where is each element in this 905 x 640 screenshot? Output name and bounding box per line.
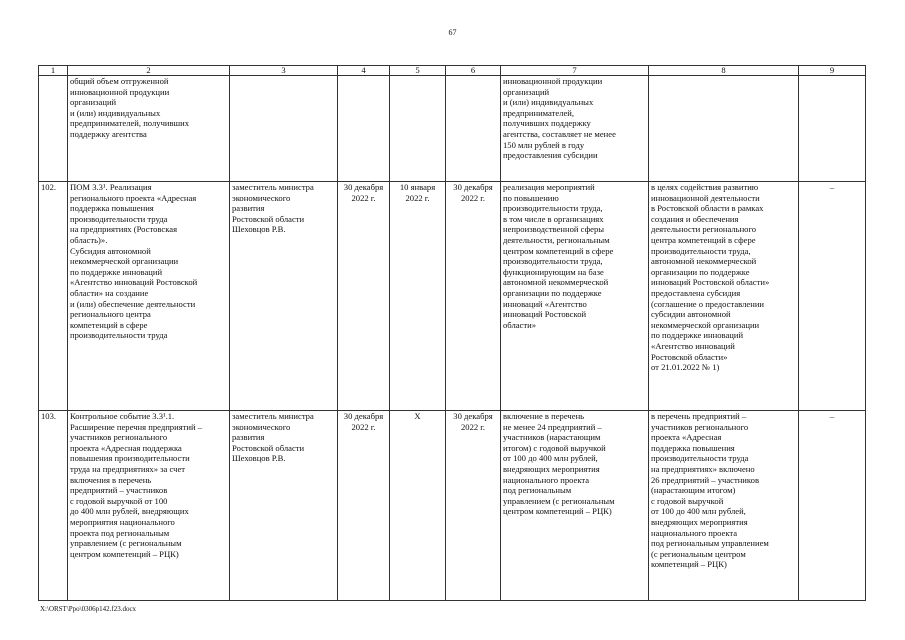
end-date-cell: 30 декабря 2022 г. <box>446 182 501 411</box>
note-cell: – <box>799 411 866 601</box>
end-date-cell <box>446 76 501 182</box>
row-number: 103. <box>39 411 68 601</box>
header-row <box>39 66 866 76</box>
row-number: 102. <box>39 182 68 411</box>
table-row <box>39 411 866 601</box>
measure-cell: общий объем отгруженной инновационной продукции организаций и (или) индивидуальных предпринимателей, получивших поддержку агентства <box>68 76 230 182</box>
column-header: 8 <box>649 66 799 76</box>
column-header: 9 <box>799 66 866 76</box>
expected-result-cell: реализация мероприятий по повышению производительности труда, в том числе в организациях непроизводственной сферы деятельности, региональным центром компетенций в сфере производительности труда, функционирующим на базе автономной некоммерческой организации по поддержке инноваций «Агентство инноваций Ростовской области» <box>501 182 649 411</box>
column-header: 5 <box>390 66 446 76</box>
expected-result-cell: включение в перечень не менее 24 предприятий – участников (нарастающим итогом) с годовой выручкой от 100 до 400 млн рублей, внедряющих мероприятия национального проекта под региональным управлением (с региональным центром компетенций – РЦК) <box>501 411 649 601</box>
note-cell <box>799 76 866 182</box>
table-row <box>39 182 866 411</box>
note-cell: – <box>799 182 866 411</box>
page-number: 67 <box>448 28 457 37</box>
planned-date-cell <box>338 76 390 182</box>
responsible-cell: заместитель министра экономического развития Ростовской области Шеховцов Р.В. <box>230 182 338 411</box>
start-date-cell: Х <box>390 411 446 601</box>
expected-result-cell: инновационной продукции организаций и (или) индивидуальных предпринимателей, получивших поддержку агентства, составляет не менее 150 млн рублей в году предоставления субсидии <box>501 76 649 182</box>
actual-result-cell: в перечень предприятий – участников регионального проекта «Адресная поддержка повышения производительности труда на предприятиях» включено 26 предприятий – участников (нарастающим итогом) с годовой выручкой от 100 до 400 млн рублей, внедряющих мероприятия национального проекта под региональным управлением (с региональным центром компетенций – РЦК) <box>649 411 799 601</box>
file-path-footer: X:\ORST\Ppo\0306p142.f23.docx <box>40 605 137 613</box>
planned-date-cell: 30 декабря 2022 г. <box>338 182 390 411</box>
start-date-cell: 10 января 2022 г. <box>390 182 446 411</box>
measure-cell: Контрольное событие 3.3¹.1. Расширение перечня предприятий – участников регионального проекта «Адресная поддержка повышения производительности труда на предприятиях» за счет включения в перечень предприятий – участников с годовой выручкой от 100 до 400 млн рублей, внедряющих мероприятия национального проекта под региональным управлением (с региональным центром компетенций – РЦК) <box>68 411 230 601</box>
planned-date-cell: 30 декабря 2022 г. <box>338 411 390 601</box>
actual-result-cell: в целях содействия развитию инновационной деятельности в Ростовской области в рамках создания и обеспечения деятельности регионального центра компетенций в сфере производительности труда, автономной некоммерческой организации по поддержке инноваций Ростовской области» предоставлена субсидия (соглашение о предоставлении субсидии автономной некоммерческой организации по поддержке инноваций «Агентство инноваций Ростовской области» от 21.01.2022 № 1) <box>649 182 799 411</box>
column-header: 6 <box>446 66 501 76</box>
actual-result-cell <box>649 76 799 182</box>
column-header: 2 <box>68 66 230 76</box>
measure-cell: ПОМ 3.3¹. Реализация регионального проекта «Адресная поддержка повышения производительности труда на предприятиях (Ростовская область)». Субсидия автономной некоммерческой организации по поддержке инноваций «Агентство инноваций Ростовской области» на создание и (или) обеспечение деятельности регионального центра компетенций в сфере производительности труда <box>68 182 230 411</box>
responsible-cell <box>230 76 338 182</box>
start-date-cell <box>390 76 446 182</box>
responsible-cell: заместитель министра экономического развития Ростовской области Шеховцов Р.В. <box>230 411 338 601</box>
row-number <box>39 76 68 182</box>
table-row <box>39 76 866 182</box>
column-header: 7 <box>501 66 649 76</box>
end-date-cell: 30 декабря 2022 г. <box>446 411 501 601</box>
column-header: 1 <box>39 66 68 76</box>
column-header: 4 <box>338 66 390 76</box>
report-table <box>38 65 866 601</box>
column-header: 3 <box>230 66 338 76</box>
